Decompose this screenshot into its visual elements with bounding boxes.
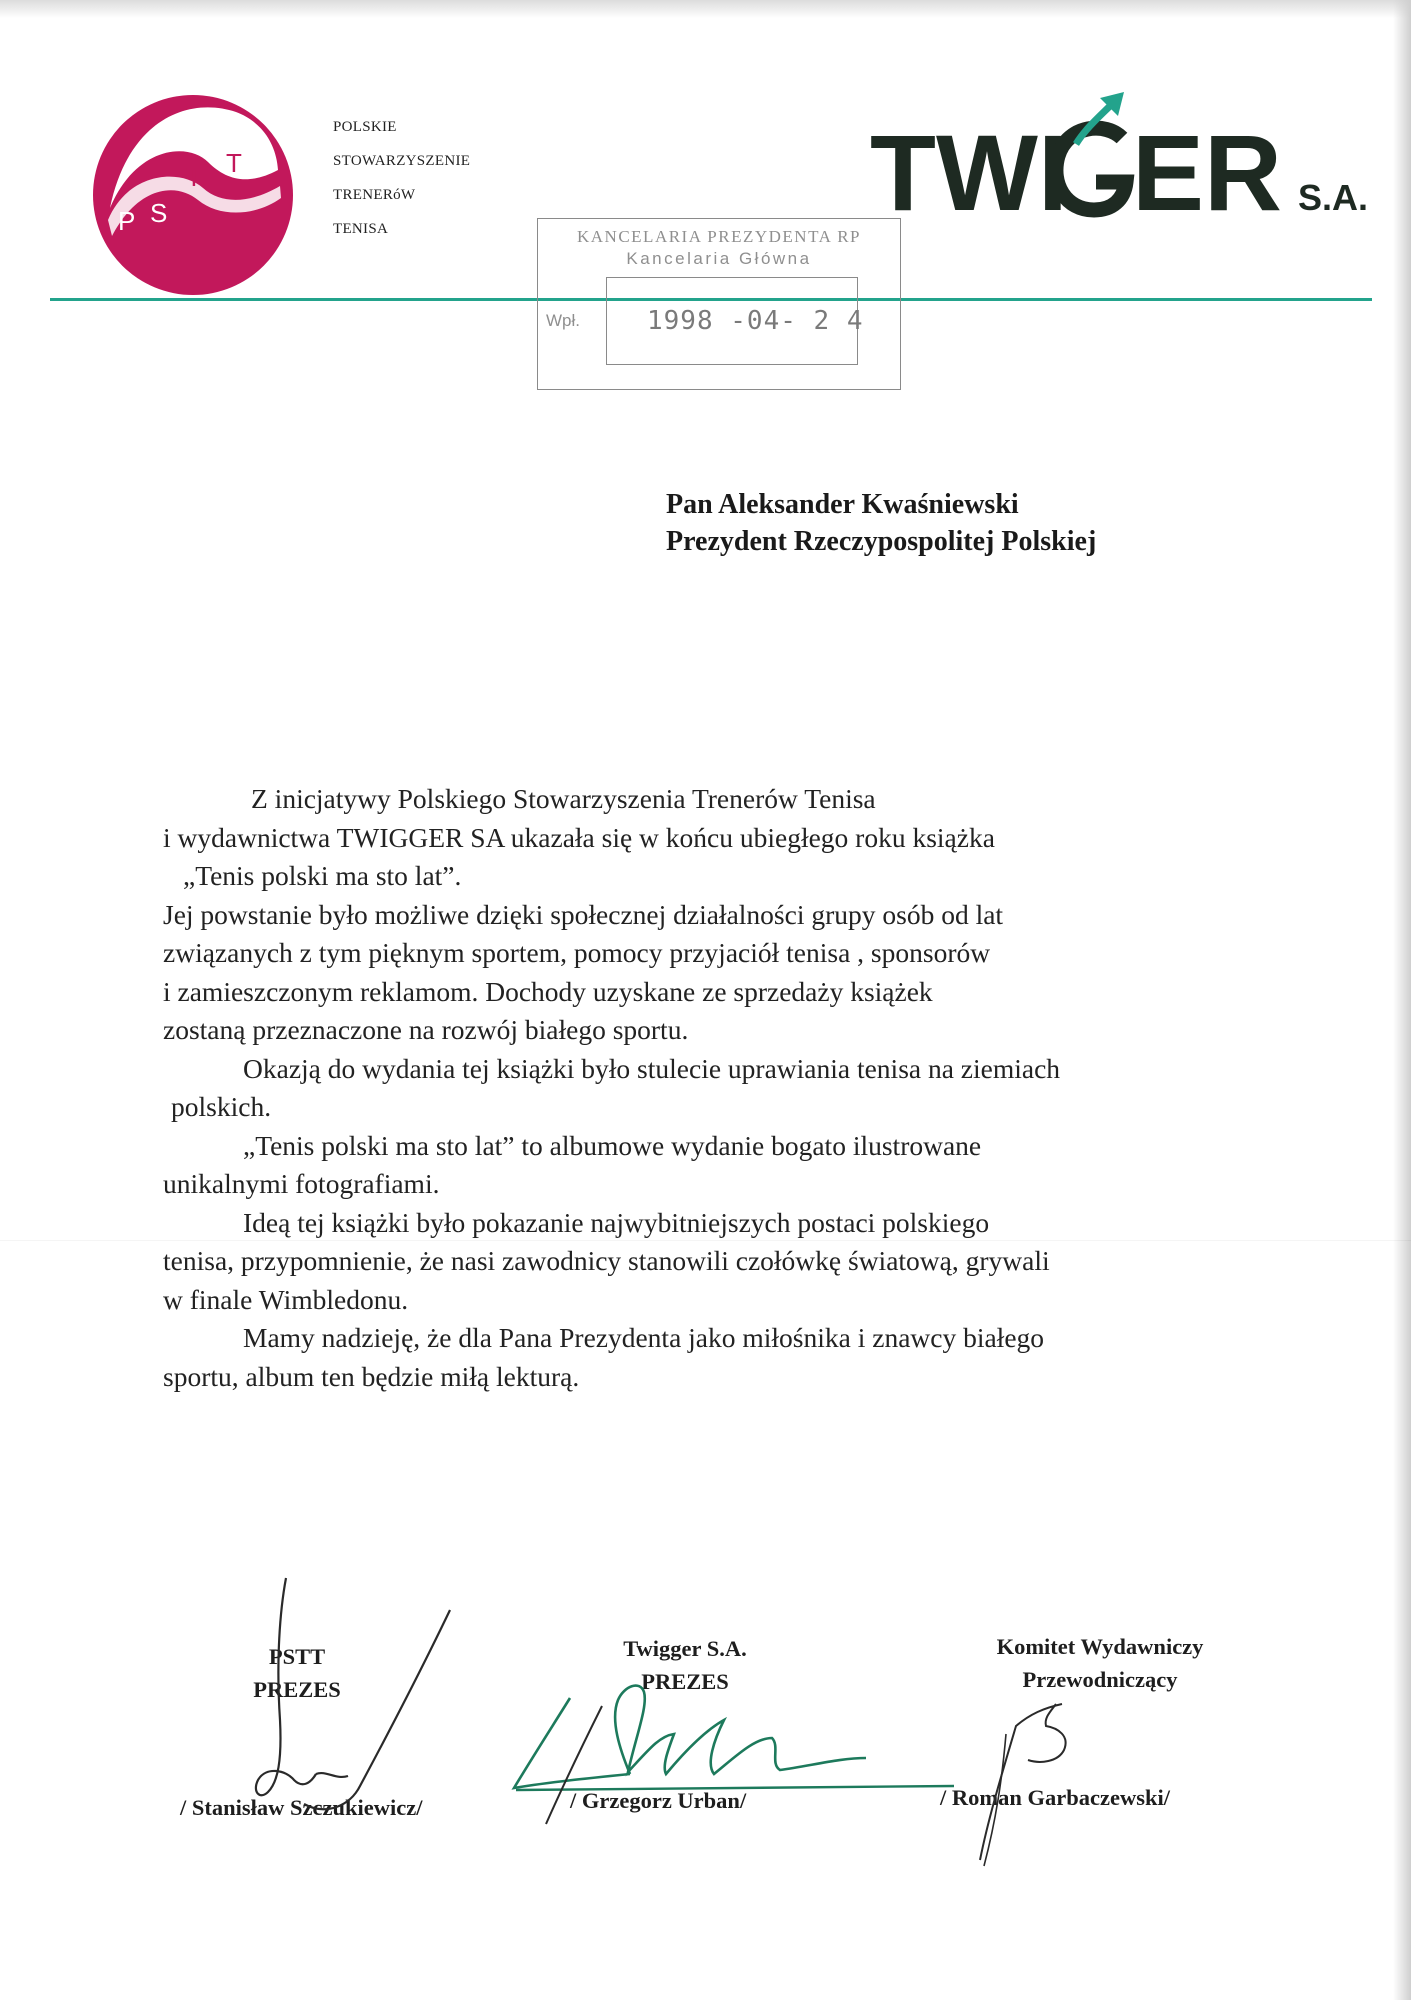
body-line: „Tenis polski ma sto lat”.: [183, 860, 462, 891]
pstt-logo-letter-p: P: [118, 206, 136, 236]
signatory-name: / Grzegorz Urban/: [570, 1788, 747, 1813]
stamp-department-line: Kancelaria Główna: [626, 249, 812, 268]
handwritten-signature-committee: [940, 1690, 1080, 1870]
signatory-organization: PSTT: [268, 1644, 326, 1669]
association-name-line: POLSKIE: [333, 119, 397, 135]
body-line: Jej powstanie było możliwe dzięki społecznej działalności grupy osób od lat: [163, 898, 1004, 930]
pstt-logo: [88, 90, 298, 300]
association-name-line: TENISA: [333, 221, 389, 237]
pstt-logo-letter-t2: T: [226, 148, 242, 178]
body-line: Ideą tej książki było pokazanie najwybitniejszych postaci polskiego: [243, 1206, 990, 1238]
signatory-organization: Twigger S.A.: [623, 1636, 747, 1661]
pstt-logo-letter-s: S: [150, 198, 168, 228]
signatory-committee: [950, 1630, 1250, 1696]
stamp-date: 1998 -04- 2 4: [647, 306, 864, 336]
twigger-logo-text-left: TWI: [870, 112, 1068, 233]
stamp-office-line: KANCELARIA PREZYDENTA RP: [577, 227, 861, 246]
association-name-line: TRENERóW: [333, 187, 416, 203]
association-name: [333, 110, 470, 246]
recipient-block: [666, 486, 1096, 560]
signatory-role: PREZES: [641, 1669, 729, 1694]
signatory-role: Przewodniczący: [1022, 1667, 1178, 1692]
body-line: i zamieszczonym reklamom. Dochody uzyskane ze sprzedaży książek: [163, 975, 933, 1007]
body-line: sportu, album ten będzie miłą lekturą.: [163, 1360, 580, 1392]
recipient-title: Prezydent Rzeczypospolitej Polskiej: [666, 526, 1097, 557]
body-line: unikalnymi fotografiami.: [163, 1168, 440, 1199]
pstt-logo-letter-t1: T: [186, 162, 202, 192]
twigger-g-arrow-icon: [1056, 92, 1126, 210]
twigger-logo-suffix: S.A.: [1298, 177, 1369, 218]
page-edge-shadow-right: [1393, 0, 1411, 2000]
body-line: i wydawnictwa TWIGGER SA ukazała się w końcu ubiegłego roku książka: [163, 821, 995, 853]
body-line: Mamy nadzieję, że dla Pana Prezydenta jako miłośnika i znawcy białego: [243, 1322, 1045, 1353]
signatory-organization: Komitet Wydawniczy: [996, 1634, 1204, 1659]
handwritten-signature-pstt: [230, 1570, 470, 1830]
body-line: zostaną przeznaczone na rozwój białego sportu.: [163, 1014, 689, 1045]
registry-stamp: [537, 218, 901, 390]
body-line: polskich.: [171, 1091, 272, 1122]
body-line: związanych z tym pięknym sportem, pomocy przyjaciół tenisa , sponsorów: [163, 937, 991, 968]
stamp-date-box: [606, 277, 864, 365]
body-line: „Tenis polski ma sto lat” to albumowe wydanie bogato ilustrowane: [243, 1129, 982, 1161]
signatory-name: / Stanisław Szczukiewicz/: [180, 1795, 423, 1820]
recipient-name: Pan Aleksander Kwaśniewski: [666, 489, 1019, 520]
body-line: Z inicjatywy Polskiego Stowarzyszenia Trenerów Tenisa: [251, 783, 876, 814]
signatory-role: PREZES: [253, 1677, 341, 1702]
page-edge-shadow-top: [0, 0, 1411, 18]
association-name-line: STOWARZYSZENIE: [333, 153, 471, 169]
body-line: w finale Wimbledonu.: [163, 1283, 409, 1315]
stamp-received-label: Wpł.: [546, 311, 580, 330]
letter-body: [163, 780, 1273, 1396]
twigger-logo: [860, 80, 1375, 240]
body-line: Okazją do wydania tej książki było stulecie uprawiania tenisa na ziemiach: [243, 1052, 1061, 1084]
handwritten-signature-twigger: [510, 1640, 980, 1830]
body-line: tenisa, przypomnienie, że nasi zawodnicy stanowili czołówkę światową, grywali: [163, 1245, 1050, 1276]
signatory-name: / Roman Garbaczewski/: [940, 1785, 1170, 1810]
twigger-logo-text-right: ER: [1132, 112, 1283, 233]
